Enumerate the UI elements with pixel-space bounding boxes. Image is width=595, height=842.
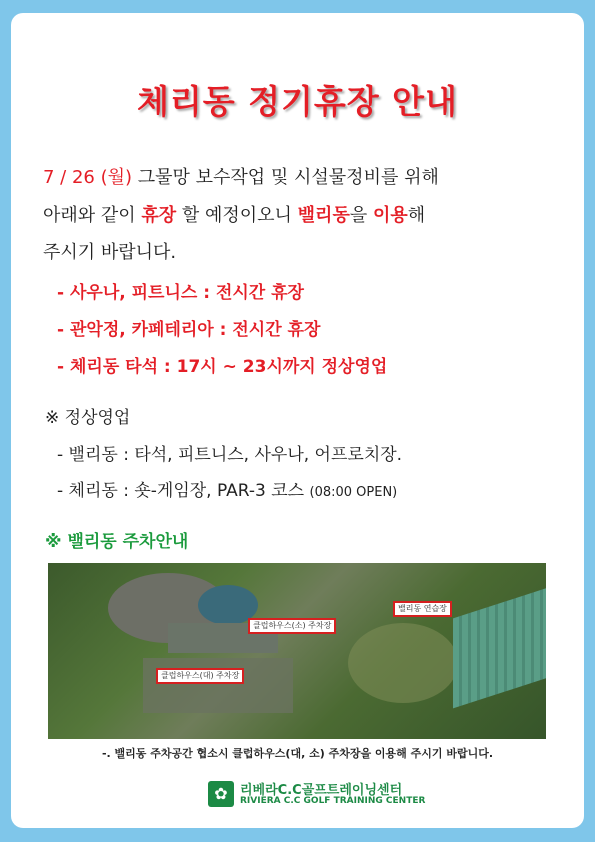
cherry-ops: [57, 476, 397, 501]
valley-ops: - 밸리동 : 타석, 피트니스, 사우나, 어프로치장.: [57, 445, 403, 465]
valley-word: 밸리동: [297, 205, 350, 226]
closure-item: - 관악정, 카페테리아 : 전시간 휴장: [57, 320, 321, 340]
use-word: 이용: [372, 205, 408, 226]
logo-mark-icon: ✿: [208, 781, 234, 807]
fairway: [348, 623, 458, 703]
map-label-valley-range: 밸리동 연습장: [393, 601, 452, 617]
cherry-ops-main: - 체리동 : 숏-게임장, PAR-3 코스: [57, 481, 310, 501]
logo-korean: 리베라C.C골프트레이닝센터: [240, 783, 403, 798]
parking-note: -. 밸리동 주차공간 협소시 클럽하우스(대, 소) 주차장을 이용해 주시기 바랍니다.: [101, 747, 494, 760]
driving-range: [453, 588, 546, 709]
parking-map: [48, 563, 546, 739]
notice-line-1: [43, 163, 563, 189]
notice-line-3: 주시기 바랍니다.: [43, 242, 177, 263]
normal-ops-heading: ※ 정상영업: [45, 408, 131, 428]
lower-parking-lot: [143, 658, 293, 713]
page-title: 체리동 정기휴장 안내: [137, 82, 458, 121]
map-label-clubhouse-large: 클럽하우스(대) 주차장: [156, 668, 244, 684]
closed-word: 휴장: [141, 205, 177, 226]
notice-line-2-b: 할 예정이오니: [176, 205, 298, 226]
logo-english: RIVIERA C.C GOLF TRAINING CENTER: [240, 796, 426, 806]
closure-date: 7 / 26 (월): [43, 167, 133, 188]
notice-line-2: [43, 201, 563, 227]
notice-line-1-text: 그물망 보수작업 및 시설물정비를 위해: [132, 167, 439, 188]
closure-item: - 사우나, 피트니스 : 전시간 휴장: [57, 283, 304, 303]
notice-line-2-c: 을: [349, 205, 373, 226]
parking-heading: ※ 밸리동 주차안내: [45, 532, 189, 552]
notice-line-2-d: 해: [407, 205, 426, 226]
notice-line-2-a: 아래와 같이: [43, 205, 142, 226]
closure-item: - 체리동 타석 : 17시 ~ 23시까지 정상영업: [57, 357, 388, 377]
company-logo: [208, 779, 426, 811]
map-label-clubhouse-small: 클럽하우스(소) 주차장: [248, 618, 336, 634]
cherry-ops-hours: (08:00 OPEN): [309, 485, 398, 500]
